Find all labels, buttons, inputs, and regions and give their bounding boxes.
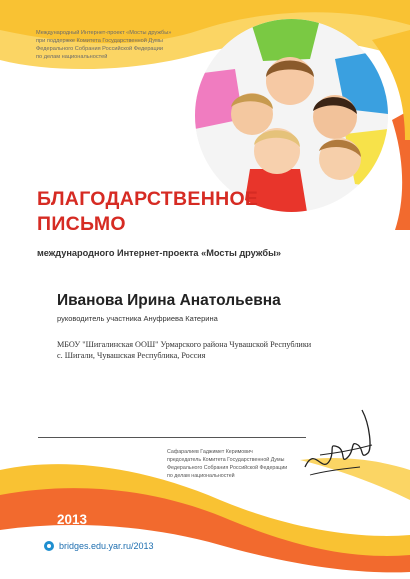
signatory-line: по делам национальностей xyxy=(167,473,235,479)
signatory-line: председатель Комитета Государственной Думы xyxy=(167,457,285,463)
signatory-line: Федерального Собрания Российской Федерации xyxy=(167,465,288,471)
header-line: Федерального Собрания Российской Федерации xyxy=(36,46,163,52)
recipient-role: руководитель участника Ануфриева Катерина xyxy=(57,314,218,323)
link-bullet-icon xyxy=(44,541,54,551)
title-line-2: ПИСЬМО xyxy=(37,213,126,235)
certificate-title xyxy=(37,187,258,237)
children-photo xyxy=(195,19,388,212)
recipient-name: Иванова Ирина Анатольевна xyxy=(57,292,281,309)
header-institution-text xyxy=(36,29,226,61)
header-line: по делам национальностей xyxy=(36,54,108,60)
website-link[interactable]: bridges.edu.yar.ru/2013 xyxy=(59,541,154,551)
signatory-text xyxy=(167,448,287,480)
children-photo-illustration xyxy=(195,19,388,212)
recipient-school xyxy=(57,339,311,361)
handwritten-signature xyxy=(300,405,380,485)
school-line-1: МБОУ "Шигалинская ООШ" Урмарского района Чувашской Республики xyxy=(57,340,312,349)
year-label: 2013 xyxy=(57,512,88,527)
website-link-row[interactable] xyxy=(44,541,154,551)
signature-line xyxy=(38,437,306,438)
header-line: при поддержке Комитета Государственной Думы xyxy=(36,38,163,44)
title-line-1: БЛАГОДАРСТВЕННОЕ xyxy=(37,188,259,210)
school-line-2: с. Шигали, Чувашская Республика, Россия xyxy=(57,351,206,360)
certificate-subtitle: международного Интернет-проекта «Мосты дружбы» xyxy=(37,248,282,258)
signatory-line: Сафаралиев Гаджимет Керимович xyxy=(167,449,253,455)
header-line: Международный Интернет-проект «Мосты дружбы» xyxy=(36,30,172,36)
